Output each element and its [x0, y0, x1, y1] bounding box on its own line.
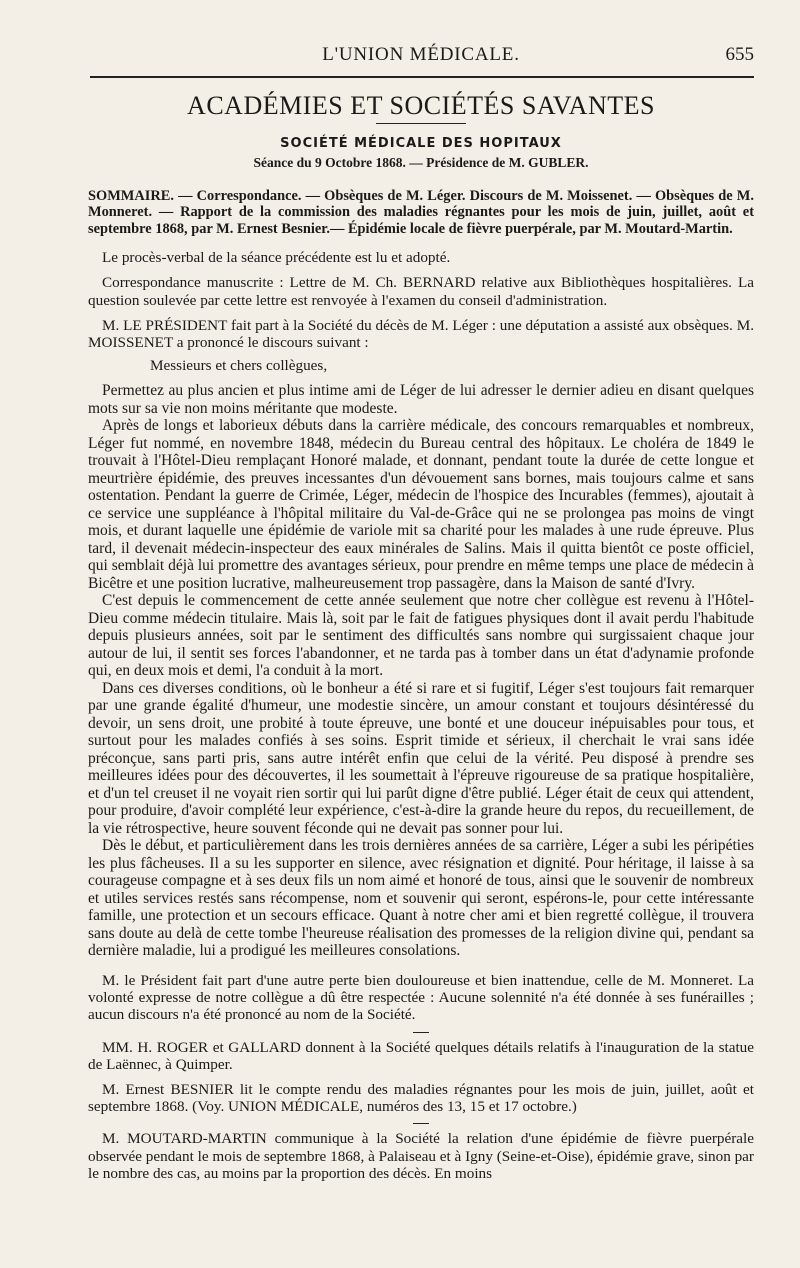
separator-rule	[413, 1032, 429, 1033]
paragraph-besnier: M. Ernest BESNIER lit le compte rendu des maladies régnantes pour les mois de juin, juillet, août et septembre 1868. (Voy. UNION MÉDICALE, numéros des 13, 15 et 17 octobre.)	[88, 1080, 754, 1116]
speech-paragraph: Permettez au plus ancien et plus intime ami de Léger de lui adresser le dernier adieu en disant quelques mots sur sa vie non moins méritante que modeste.	[88, 382, 754, 417]
paragraph-deces-leger: M. LE PRÉSIDENT fait part à la Société du décès de M. Léger : une députation a assisté aux obsèques. M. MOISSENET a prononcé le discours suivant :	[88, 316, 754, 352]
summary: SOMMAIRE. — Correspondance. — Obsèques de M. Léger. Discours de M. Moissenet. — Obsèques de M. Monneret. — Rapport de la commission des maladies régnantes pour les mois de juin, juillet, août et septembre 1868, par M. Ernest Besnier.— Épidémie locale de fièvre puerpérale, par M. Moutard-Martin.	[88, 188, 754, 237]
header-rule	[90, 76, 754, 78]
session-line: Séance du 9 Octobre 1868. — Présidence de M. GUBLER.	[253, 155, 589, 170]
separator-rule	[413, 1123, 429, 1124]
society-title: SOCIÉTÉ MÉDICALE DES HOPITAUX	[280, 136, 562, 151]
speech-paragraph: Dans ces diverses conditions, où le bonheur a été si rare et si fugitif, Léger s'est toujours fait remarquer par une grande égalité d'humeur, une modestie sincère, un amour constant et toujours désintéressé du devoir, un sens droit, une probité à toute épreuve, une bonté et une douceur inépuisables pour tous, et surtout pour les malades confiés à ses soins. Esprit timide et sérieux, il cherchait le vrai sans idée préconçue, sans parti pris, sans autre intérêt enfin que celui de la vérité. Peu disposé à prendre ses meilleures idées pour des découvertes, il les soumettait à l'épreuve rigoureuse de sa pratique hospitalière, et d'un tel creuset il ne voyait rien sortir qui lui parût digne d'être publié. Léger était de ceux qui attendent, pour produire, d'avoir complété leur expérience, c'est-à-dire la grande heure du repos, du recueillement, de la vie rétrospective, heure souvent féconde qui ne devait pas sonner pour lui.	[88, 679, 754, 837]
running-title: L'UNION MÉDICALE.	[322, 44, 520, 65]
page-number: 655	[725, 44, 754, 65]
title-rule	[376, 123, 466, 124]
speech-paragraph: Dès le début, et particulièrement dans les trois dernières années de sa carrière, Léger a subi les péripéties les plus fâcheuses. Il a su les supporter en silence, avec résignation et dignité. Pour héritage, il laisse à sa courageuse compagne et à ses deux fils un nom aimé et honoré de tous, ainsi que le souvenir de nombreux et utiles services restés sans récompense, nom et souvenir qui seront, espérons-le, pour cette intéressante famille, une protection et un secours efficace. Quant à notre cher ami et bien regretté collègue, il trouvera sans doute au delà de cette tombe l'heureuse réalisation des promesses de la religion divine qui, pendant sa dernière maladie, lui a prodigué les meilleures consolations.	[88, 837, 754, 960]
running-head	[88, 44, 754, 76]
paragraph-minutes: Le procès-verbal de la séance précédente est lu et adopté.	[102, 249, 451, 267]
speech-paragraph: Après de longs et laborieux débuts dans la carrière médicale, des concours remarquables et nombreux, Léger fut nommé, en novembre 1848, médecin du Bureau central des hôpitaux. Le choléra de 1849 le trouvait à l'Hôtel-Dieu remplaçant Honoré malade, et donnant, pendant toute la durée de cette longue et meurtrière épidémie, des preuves incessantes d'un dévouement sans bornes, mais toujours calme et sans ostentation. Pendant la guerre de Crimée, Léger, médecin de l'hospice des Incurables (femmes), ajoutait à ce service une suppléance à l'hôpital militaire du Val-de-Grâce qui ne se prolongea pas moins de vingt mois, et durant laquelle une épidémie de variole mit sa charité pour les malades à une rude épreuve. Plus tard, il devenait médecin-inspecteur des eaux minérales de Salins. Mais il quitta bientôt ce poste officiel, qui semblait déjà lui promettre des avantages sérieux, pour prendre en même temps une place de médecin à Bicêtre et une position lucrative, malheureusement trop passagère, dans la Maison de santé d'Ivry.	[88, 417, 754, 592]
salutation: Messieurs et chers collègues,	[150, 357, 328, 375]
section-title: ACADÉMIES ET SOCIÉTÉS SAVANTES	[187, 91, 655, 120]
paragraph-monneret: M. le Président fait part d'une autre perte bien douloureuse et bien inattendue, celle de M. Monneret. La volonté expresse de notre collègue a dû être respectée : Aucune solennité n'a été donnée à ses funérailles ; aucun discours n'a été prononcé au nom de la Société.	[88, 971, 754, 1024]
paragraph-moutard-martin: M. MOUTARD-MARTIN communique à la Société la relation d'une épidémie de fièvre puerpérale observée pendant le mois de septembre 1868, à Palaiseau et à Igny (Seine-et-Oise), épidémie grave, sinon par le nombre des cas, au moins par la proportion des décès. En moins	[88, 1130, 754, 1182]
paragraph-laennec: MM. H. ROGER et GALLARD donnent à la Société quelques détails relatifs à l'inauguration de la statue de Laënnec, à Quimper.	[88, 1038, 754, 1073]
speech-paragraph: C'est depuis le commencement de cette année seulement que notre cher collègue est revenu à l'Hôtel-Dieu comme médecin titulaire. Mais là, soit par le fait de fatigues physiques dont il avait perdu l'habitude depuis plusieurs années, soit par le sentiment des difficultés sans nombre qui surgissaient chaque jour autour de lui, il sentit ses forces l'abandonner, et ne tarda pas à tomber dans un état d'adynamie profonde qui, en deux mois et demi, l'a conduit à la mort.	[88, 592, 754, 680]
paragraph-correspondence: Correspondance manuscrite : Lettre de M. Ch. BERNARD relative aux Bibliothèques hospitalières. La question soulevée par cette lettre est renvoyée à l'examen du conseil d'administration.	[88, 274, 754, 309]
